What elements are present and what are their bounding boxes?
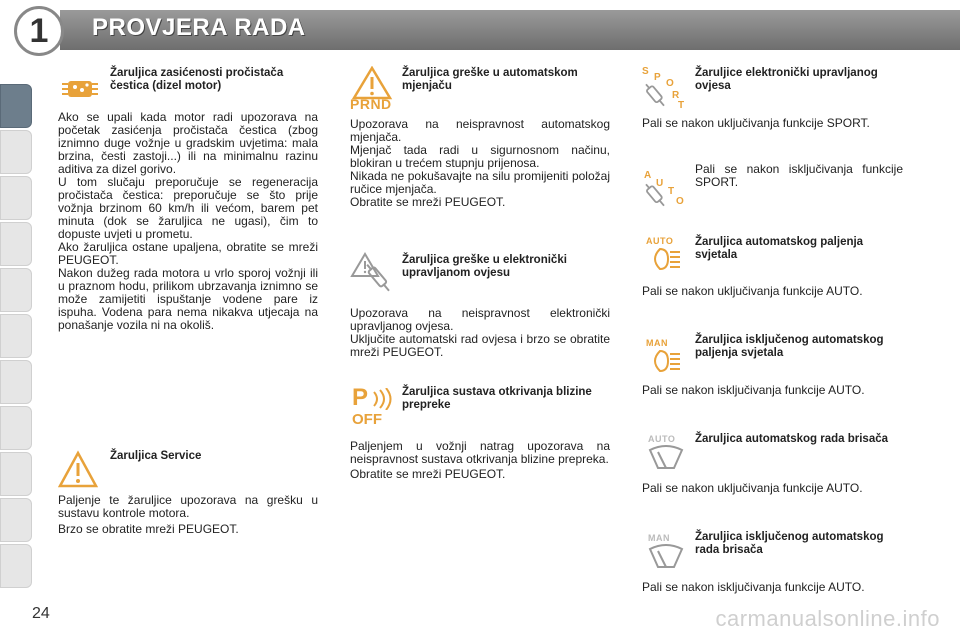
gearbox-paragraph: Mjenjač tada radi u sigurnosnom načinu, blokiran u trećem stupnju prijenosa.: [350, 143, 610, 170]
suspension-paragraph: Uključite automatski rad ovjesa i brzo se obratite mreži PEUGEOT.: [350, 332, 610, 359]
chapter-tab[interactable]: [0, 360, 32, 404]
page-title: PROVJERA RADA: [92, 14, 306, 41]
wiper-auto-text: Pali se nakon uključivanja funkcije AUTO.: [642, 481, 863, 495]
sport-letter: P: [654, 72, 661, 83]
chapter-tabs: [0, 66, 34, 576]
auto-wiper-icon: [648, 434, 684, 477]
chapter-tab[interactable]: [0, 314, 32, 358]
dpf-paragraph: U tom slučaju preporučuje se regeneracija pročistača čestica: preporučuje se što prije vožnja brzinom 60 km/h ili većom, barem pet minuta (dok se žaruljica ne ugasi), čim to dopuste uvjeti u prometu.: [58, 175, 318, 241]
service-paragraph: Brzo se obratite mreži PEUGEOT.: [58, 522, 239, 536]
parking-title: Žaruljica sustava otkrivanja blizine prepreke: [402, 386, 592, 411]
chapter-tab[interactable]: [0, 268, 32, 312]
page-header: [0, 0, 960, 56]
chapter-tab[interactable]: [0, 222, 32, 266]
auto-letter: U: [656, 178, 664, 189]
wiper-man-label: MAN: [648, 533, 670, 543]
sport-suspension-icon: [640, 66, 688, 112]
particle-filter-icon: [60, 76, 100, 107]
suspension-title: Žaruljica greške u elektronički upravljanom ovjesu: [402, 254, 567, 279]
suspension-text: [350, 307, 610, 359]
gearbox-paragraph: Nikada ne pokušavajte na silu promijeniti položaj ručice mjenjača.: [350, 169, 610, 196]
parking-paragraph: Obratite se mreži PEUGEOT.: [350, 467, 506, 481]
sport-title: Žaruljice elektronički upravljanog ovjesa: [695, 67, 878, 92]
manual-headlamp-icon: [646, 338, 682, 379]
man-label: MAN: [646, 338, 668, 348]
parking-paragraph: Paljenjem u vožnji natrag upozorava na neispravnost sustava otkrivanja blizine prepreka.: [350, 439, 610, 466]
chapter-tab[interactable]: [0, 176, 32, 220]
gearbox-paragraph: Obratite se mreži PEUGEOT.: [350, 195, 506, 209]
suspension-warning-icon: [350, 252, 396, 303]
chapter-tab[interactable]: [0, 544, 32, 588]
chapter-tab[interactable]: [0, 406, 32, 450]
sport-letter: O: [666, 78, 674, 89]
chapter-tab[interactable]: [0, 498, 32, 542]
dpf-paragraph: Nakon dužeg rada motora u vrlo sporoj vožnji ili u praznom hodu, prilikom ubrzavanja iznimno se može zamijetiti ispuštanje vodene pare iz ispuha. Vodena para nema nikakva utjecaja na ponašanje vozila ni na okoliš.: [58, 266, 318, 332]
gearbox-title: Žaruljica greške u automatskom mjenjaču: [402, 67, 578, 92]
auto-letter: A: [644, 170, 652, 181]
wiper-auto-title: Žaruljica automatskog rada brisača: [695, 433, 889, 445]
service-title: Žaruljica Service: [110, 450, 202, 462]
wiper-man-title: Žaruljica isključenog automatskog rada brisača: [695, 531, 884, 556]
gearbox-text: [350, 118, 610, 209]
auto-suspension-icon: [640, 168, 688, 212]
suspension-paragraph: Upozorava na neispravnost elektronički upravljanog ovjesa.: [350, 306, 610, 333]
chapter-tab[interactable]: [0, 130, 32, 174]
dpf-title: Žaruljica zasićenosti pročistača čestica (dizel motor): [110, 67, 284, 92]
sport-letter: R: [672, 90, 680, 101]
watermark: carmanualsonline.info: [715, 606, 940, 631]
gearbox-paragraph: Upozorava na neispravnost automatskog mjenjača.: [350, 117, 610, 144]
sport-text: Pali se nakon uključivanja funkcije SPORT.: [642, 116, 870, 130]
parking-text: [350, 440, 610, 481]
sport-letter: S: [642, 66, 649, 77]
lights-man-text: Pali se nakon isključivanja funkcije AUTO.: [642, 383, 865, 397]
service-text: [58, 494, 318, 536]
auto-headlamp-icon: [646, 236, 682, 277]
service-warning-icon: [58, 450, 98, 495]
sport-letter: T: [678, 100, 685, 111]
prnd-label: PRND: [350, 96, 392, 112]
dpf-paragraph: Ako se upali kada motor radi upozorava na početak zasićenja pročistača čestica (zbog iznimno duge vožnje u gradskim uvjetima: mala brzina, česti zastoji...) ili na minimalnu razinu aditiva za dizel gorivo.: [58, 110, 318, 176]
auto-letter: T: [668, 186, 675, 197]
lights-auto-text: Pali se nakon uključivanja funkcije AUTO.: [642, 284, 863, 298]
dpf-paragraph: Ako žaruljica ostane upaljena, obratite se mreži PEUGEOT.: [58, 240, 318, 267]
dpf-text: [58, 111, 318, 332]
lights-auto-title: Žaruljica automatskog paljenja svjetala: [695, 236, 864, 261]
wiper-auto-label: AUTO: [648, 434, 676, 444]
auto-letter: O: [676, 196, 684, 207]
page-number: 24: [32, 605, 50, 622]
gearbox-warning-icon: [348, 66, 396, 117]
manual-wiper-icon: [648, 533, 684, 576]
off-label: OFF: [352, 411, 382, 428]
chapter-tab[interactable]: [0, 452, 32, 496]
chapter-number: 1: [14, 6, 64, 56]
auto-label: AUTO: [646, 236, 674, 246]
service-paragraph: Paljenje te žaruljice upozorava na grešku u sustavu kontrole motora.: [58, 493, 318, 520]
chapter-tab-active[interactable]: [0, 84, 32, 128]
wiper-man-text: Pali se nakon isključivanja funkcije AUTO.: [642, 580, 865, 594]
auto-text: Pali se nakon isključivanja funkcije SPORT.: [695, 162, 903, 189]
lights-man-title: Žaruljica isključenog automatskog paljenja svjetala: [695, 334, 884, 359]
